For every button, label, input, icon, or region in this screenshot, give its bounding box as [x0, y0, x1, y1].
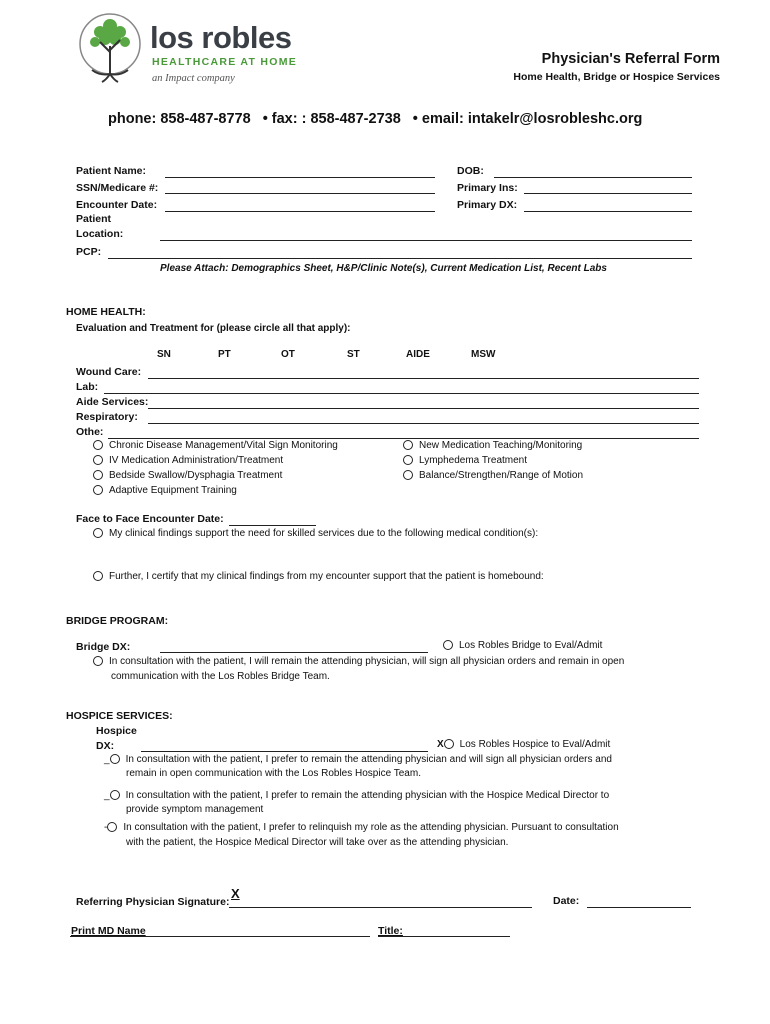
date-label: Date:: [553, 895, 580, 907]
option-homebound[interactable]: Further, I certify that my clinical findings from my encounter support that the patient is homebound:: [93, 571, 544, 582]
other-field[interactable]: [108, 438, 699, 439]
encounter-date-label: Encounter Date:: [76, 199, 158, 211]
contact-fax: • fax: : 858-487-2738: [262, 111, 401, 127]
radio-circle[interactable]: [444, 739, 454, 749]
option-hospice-admit[interactable]: X Los Robles Hospice to Eval/Admit: [437, 739, 611, 750]
form-title: Physician's Referral Form: [541, 51, 720, 67]
other-label: Othe:: [76, 426, 104, 438]
hospice-admit-mark: X: [437, 739, 444, 750]
option-f2f-condition[interactable]: My clinical findings support the need for skilled services due to the following medical condition(s):: [93, 528, 538, 539]
radio-circle[interactable]: [93, 470, 103, 480]
logo: [78, 12, 298, 92]
dob-label: DOB:: [457, 165, 484, 177]
option-bedside-swallow[interactable]: Bedside Swallow/Dysphagia Treatment: [93, 470, 282, 481]
respiratory-label: Respiratory:: [76, 411, 138, 423]
radio-circle[interactable]: [93, 528, 103, 538]
option-lymphedema[interactable]: Lymphedema Treatment: [403, 455, 527, 466]
radio-circle[interactable]: [93, 455, 103, 465]
hospice-opt1-line2: remain in open communication with the Los Robles Hospice Team.: [126, 768, 421, 779]
hospice-dx-label-2: DX:: [96, 740, 115, 752]
option-bridge-consult[interactable]: In consultation with the patient, I will remain the attending physician, will sign all physician orders and remain in open: [93, 656, 624, 667]
hospice-dx-field[interactable]: [141, 751, 428, 752]
date-field[interactable]: [587, 907, 691, 908]
hospice-dx-label-1: Hospice: [96, 725, 137, 737]
option-balance[interactable]: Balance/Strengthen/Range of Motion: [403, 470, 583, 481]
print-md-name-label: Print MD Name: [71, 925, 146, 937]
patient-name-field[interactable]: [165, 177, 435, 178]
radio-circle[interactable]: [443, 640, 453, 650]
discipline-pt[interactable]: PT: [218, 349, 231, 360]
option-new-medication[interactable]: New Medication Teaching/Monitoring: [403, 440, 582, 451]
radio-circle[interactable]: [110, 790, 120, 800]
contact-bar: [108, 111, 642, 127]
wound-care-field[interactable]: [148, 378, 699, 379]
brand-name: los robles: [150, 20, 292, 55]
bridge-dx-field[interactable]: [160, 652, 428, 653]
aide-services-field[interactable]: [148, 408, 699, 409]
radio-circle[interactable]: [403, 470, 413, 480]
ssn-label: SSN/Medicare #:: [76, 182, 159, 194]
radio-circle[interactable]: [93, 440, 103, 450]
f2f-label: Face to Face Encounter Date:: [76, 513, 224, 525]
bridge-dx-label: Bridge DX:: [76, 641, 131, 653]
patient-location-label-1: Patient: [76, 213, 112, 225]
signature-field[interactable]: [229, 907, 532, 908]
discipline-aide[interactable]: AIDE: [406, 349, 430, 360]
discipline-sn[interactable]: SN: [157, 349, 171, 360]
bridge-heading: BRIDGE PROGRAM:: [66, 615, 169, 627]
lab-field[interactable]: [104, 393, 699, 394]
hospice-opt3-line2: with the patient, the Hospice Medical Director will take over as the attending physician.: [126, 837, 509, 848]
discipline-msw[interactable]: MSW: [471, 349, 496, 360]
primary-dx-label: Primary DX:: [457, 199, 518, 211]
lab-label: Lab:: [76, 381, 99, 393]
primary-dx-field[interactable]: [524, 211, 692, 212]
print-md-name-field[interactable]: [70, 936, 370, 937]
option-hospice-relinquish[interactable]: - In consultation with the patient, I prefer to relinquish my role as the attending physician. Pursuant to consultation: [104, 822, 619, 833]
encounter-date-field[interactable]: [165, 211, 435, 212]
signature-mark: X: [231, 886, 240, 901]
option-bridge-admit[interactable]: Los Robles Bridge to Eval/Admit: [443, 640, 602, 651]
home-health-heading: HOME HEALTH:: [66, 306, 146, 318]
form-subtitle: Home Health, Bridge or Hospice Services: [513, 71, 720, 83]
radio-circle[interactable]: [403, 440, 413, 450]
option-chronic-disease[interactable]: Chronic Disease Management/Vital Sign Monitoring: [93, 440, 338, 451]
radio-circle[interactable]: [93, 485, 103, 495]
radio-circle[interactable]: [93, 656, 103, 666]
option-hospice-symptom[interactable]: _ In consultation with the patient, I prefer to remain the attending physician with the Hospice Medical Director to: [104, 790, 610, 801]
radio-circle[interactable]: [93, 571, 103, 581]
attach-note: Please Attach: Demographics Sheet, H&P/Clinic Note(s), Current Medication List, Recent Labs: [160, 263, 607, 274]
respiratory-field[interactable]: [148, 423, 699, 424]
option-iv-medication[interactable]: IV Medication Administration/Treatment: [93, 455, 283, 466]
radio-circle[interactable]: [403, 455, 413, 465]
primary-ins-label: Primary Ins:: [457, 182, 518, 194]
primary-ins-field[interactable]: [524, 193, 692, 194]
patient-location-field[interactable]: [160, 240, 692, 241]
radio-circle[interactable]: [110, 754, 120, 764]
home-health-instruction: Evaluation and Treatment for (please circle all that apply):: [76, 323, 351, 334]
ssn-field[interactable]: [165, 193, 435, 194]
title-label: Title:: [378, 925, 403, 937]
signature-label: Referring Physician Signature:: [76, 896, 230, 908]
discipline-ot[interactable]: OT: [281, 349, 295, 360]
patient-name-label: Patient Name:: [76, 165, 147, 177]
dob-field[interactable]: [494, 177, 692, 178]
f2f-date-field[interactable]: [229, 525, 316, 526]
brand-tagline: an Impact company: [152, 73, 235, 84]
aide-services-label: Aide Services:: [76, 396, 149, 408]
option-adaptive-equipment[interactable]: Adaptive Equipment Training: [93, 485, 237, 496]
contact-email: • email: intakelr@losrobleshc.org: [412, 111, 643, 127]
brand-subtitle: HEALTHCARE AT HOME: [152, 56, 298, 68]
discipline-st[interactable]: ST: [347, 349, 360, 360]
bridge-consult-line2: communication with the Los Robles Bridge Team.: [111, 671, 330, 682]
title-field[interactable]: [378, 936, 510, 937]
radio-circle[interactable]: [107, 822, 117, 832]
patient-location-label-2: Location:: [76, 228, 124, 240]
option-hospice-remain[interactable]: _ In consultation with the patient, I prefer to remain the attending physician and will sign all physician orders and: [104, 754, 612, 765]
tree-logo-icon: [78, 12, 142, 84]
hospice-heading: HOSPICE SERVICES:: [66, 710, 173, 722]
hospice-opt2-line2: provide symptom management: [126, 804, 264, 815]
wound-care-label: Wound Care:: [76, 366, 142, 378]
pcp-label: PCP:: [76, 246, 102, 258]
contact-phone: phone: 858-487-8778: [108, 111, 251, 127]
pcp-field[interactable]: [108, 258, 692, 259]
